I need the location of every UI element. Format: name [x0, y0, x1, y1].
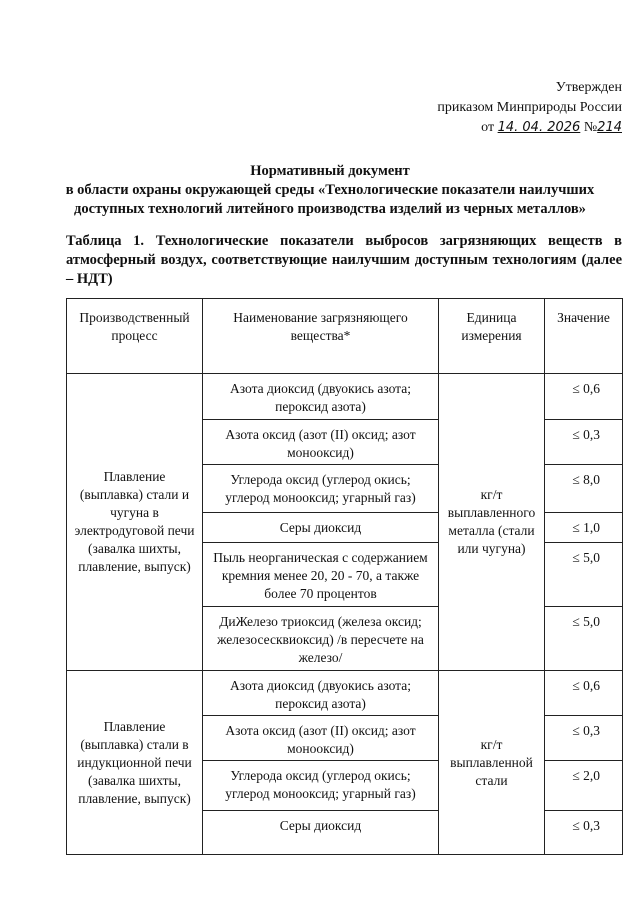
value-cell: ≤ 5,0	[545, 607, 623, 671]
value-cell: ≤ 0,3	[545, 420, 623, 465]
substance-cell: Пыль неорганическая с содержанием кремния менее 20, 20 - 70, а также более 70 процентов	[203, 543, 439, 607]
table-header-row	[67, 299, 623, 374]
document-title	[30, 162, 630, 219]
handwritten-date: 14. 04. 2026	[497, 120, 581, 135]
substance-cell: Азота диоксид (двуокись азота; пероксид азота)	[203, 374, 439, 420]
date-prefix: от	[481, 120, 495, 135]
table-row	[67, 374, 623, 420]
value-cell: ≤ 0,3	[545, 716, 623, 761]
approval-line-2: приказом Минприроды России	[437, 100, 622, 115]
unit-cell: кг/т выплавленного металла (стали или чугуна)	[439, 374, 545, 671]
substance-cell: Углерода оксид (углерод окись; углерод монооксид; угарный газ)	[203, 761, 439, 811]
value-cell: ≤ 1,0	[545, 513, 623, 543]
substance-cell: Азота диоксид (двуокись азота; пероксид азота)	[203, 671, 439, 716]
value-cell: ≤ 0,6	[545, 374, 623, 420]
title-line-1: Нормативный документ	[250, 163, 410, 179]
process-cell: Плавление (выплавка) стали в индукционной печи (завалка шихты, плавление, выпуск)	[67, 671, 203, 855]
header-substance: Наименование загрязняющего вещества*	[203, 299, 439, 374]
title-line-2: в области охраны окружающей среды «Технологические показатели наилучших доступных технологий литейного производства изделий из черных металлов»	[65, 182, 595, 217]
substance-cell: Серы диоксид	[203, 513, 439, 543]
table-row	[67, 671, 623, 716]
number-prefix: №	[583, 120, 598, 135]
header-value: Значение	[545, 299, 623, 374]
substance-cell: ДиЖелезо триоксид (железа оксид; железосесквиоксид) /в пересчете на железо/	[203, 607, 439, 671]
approval-block	[362, 78, 622, 138]
approval-date-line	[481, 118, 622, 138]
ndt-table	[66, 298, 623, 855]
table-caption: Таблица 1. Технологические показатели выбросов загрязняющих веществ в атмосферный воздух, соответствующие наилучшим доступным технологиям (далее – НДТ)	[66, 233, 622, 287]
value-cell: ≤ 5,0	[545, 543, 623, 607]
process-cell: Плавление (выплавка) стали и чугуна в электродуговой печи (завалка шихты, плавление, выпуск)	[67, 374, 203, 671]
header-unit: Единица измерения	[439, 299, 545, 374]
substance-cell: Азота оксид (азот (II) оксид; азот монооксид)	[203, 420, 439, 465]
approval-line-1: Утвержден	[555, 80, 622, 95]
substance-cell: Углерода оксид (углерод окись; углерод монооксид; угарный газ)	[203, 465, 439, 513]
value-cell: ≤ 8,0	[545, 465, 623, 513]
value-cell: ≤ 2,0	[545, 761, 623, 811]
handwritten-number: 214	[597, 120, 622, 135]
value-cell: ≤ 0,3	[545, 811, 623, 855]
substance-cell: Серы диоксид	[203, 811, 439, 855]
header-process: Производственный процесс	[67, 299, 203, 374]
value-cell: ≤ 0,6	[545, 671, 623, 716]
unit-cell: кг/т выплавленной стали	[439, 671, 545, 855]
substance-cell: Азота оксид (азот (II) оксид; азот монооксид)	[203, 716, 439, 761]
